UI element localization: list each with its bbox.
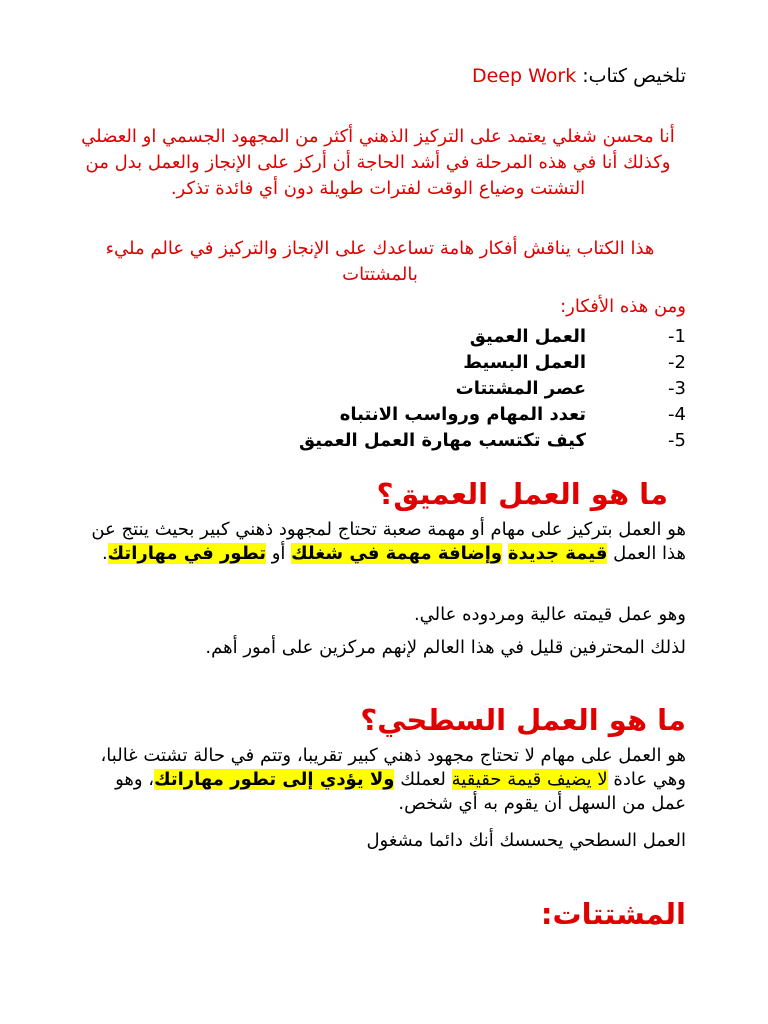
deep-work-heading: ما هو العمل العميق؟ <box>376 477 668 511</box>
deep-work-value: وهو عمل قيمته عالية ومردوده عالي. <box>413 604 686 625</box>
list-item: 3-عصر المشتتات <box>455 378 686 399</box>
ideas-label: ومن هذه الأفكار: <box>560 296 686 317</box>
shallow-work-definition: هو العمل على مهام لا تحتاج مجهود ذهني كبير تقريبا، وتتم في حالة تشتت غالبا، وهي عادة لا يضيف قيمة حقيقية لعملك ولا يؤدي إلى تطور مهاراتك، وهو عمل من السهل أن يقوم به أي شخص. <box>100 745 686 814</box>
intro-paragraph: أنا محسن شغلي يعتمد على التركيز الذهني أكثر من المجهود الجسمي او العضلي وكذلك أنا في هذه المرحلة في أشد الحاجة أن أركز على الإنجاز والعمل بدل من التشتت وضياع الوقت لفترات طويلة دون أي فائدة تذكر. <box>81 126 675 199</box>
distractions-heading: المشتتات: <box>540 897 686 931</box>
highlight-important-addition: وإضافة مهمة في شغلك <box>291 543 503 564</box>
deep-work-definition: هو العمل بتركيز على مهام أو مهمة صعبة تحتاج لمجهود ذهني كبير بحيث ينتج عن هذا العمل قيمة جديدة وإضافة مهمة في شغلك أو تطور في مهاراتك. <box>91 519 686 564</box>
highlight-no-real-value: لا يضيف قيمة حقيقية <box>451 769 608 790</box>
list-item: 5-كيف تكتسب مهارة العمل العميق <box>299 430 686 451</box>
shallow-work-heading: ما هو العمل السطحي؟ <box>360 703 686 737</box>
highlight-no-skill-growth: ولا يؤدي إلى تطور مهاراتك <box>154 769 395 790</box>
title-prefix: تلخيص كتاب: <box>582 65 686 87</box>
book-name: Deep Work <box>471 65 577 87</box>
highlight-skill-growth: تطور في مهاراتك <box>107 543 266 564</box>
shallow-work-feeling: العمل السطحي يحسسك أنك دائما مشغول <box>366 830 686 851</box>
list-item: 2-العمل البسيط <box>463 352 686 373</box>
list-item: 4-تعدد المهام ورواسب الانتباه <box>339 404 686 425</box>
intro-paragraph-2: هذا الكتاب يناقش أفكار هامة تساعدك على الإنجاز والتركيز في عالم مليء بالمشتتات <box>105 238 655 285</box>
list-item: 1-العمل العميق <box>469 326 686 347</box>
deep-work-professionals: لذلك المحترفين قليل في هذا العالم لإنهم مركزين على أمور أهم. <box>205 637 686 658</box>
ideas-list <box>86 324 686 454</box>
highlight-new-value: قيمة جديدة <box>507 543 608 564</box>
document-title <box>86 62 686 90</box>
